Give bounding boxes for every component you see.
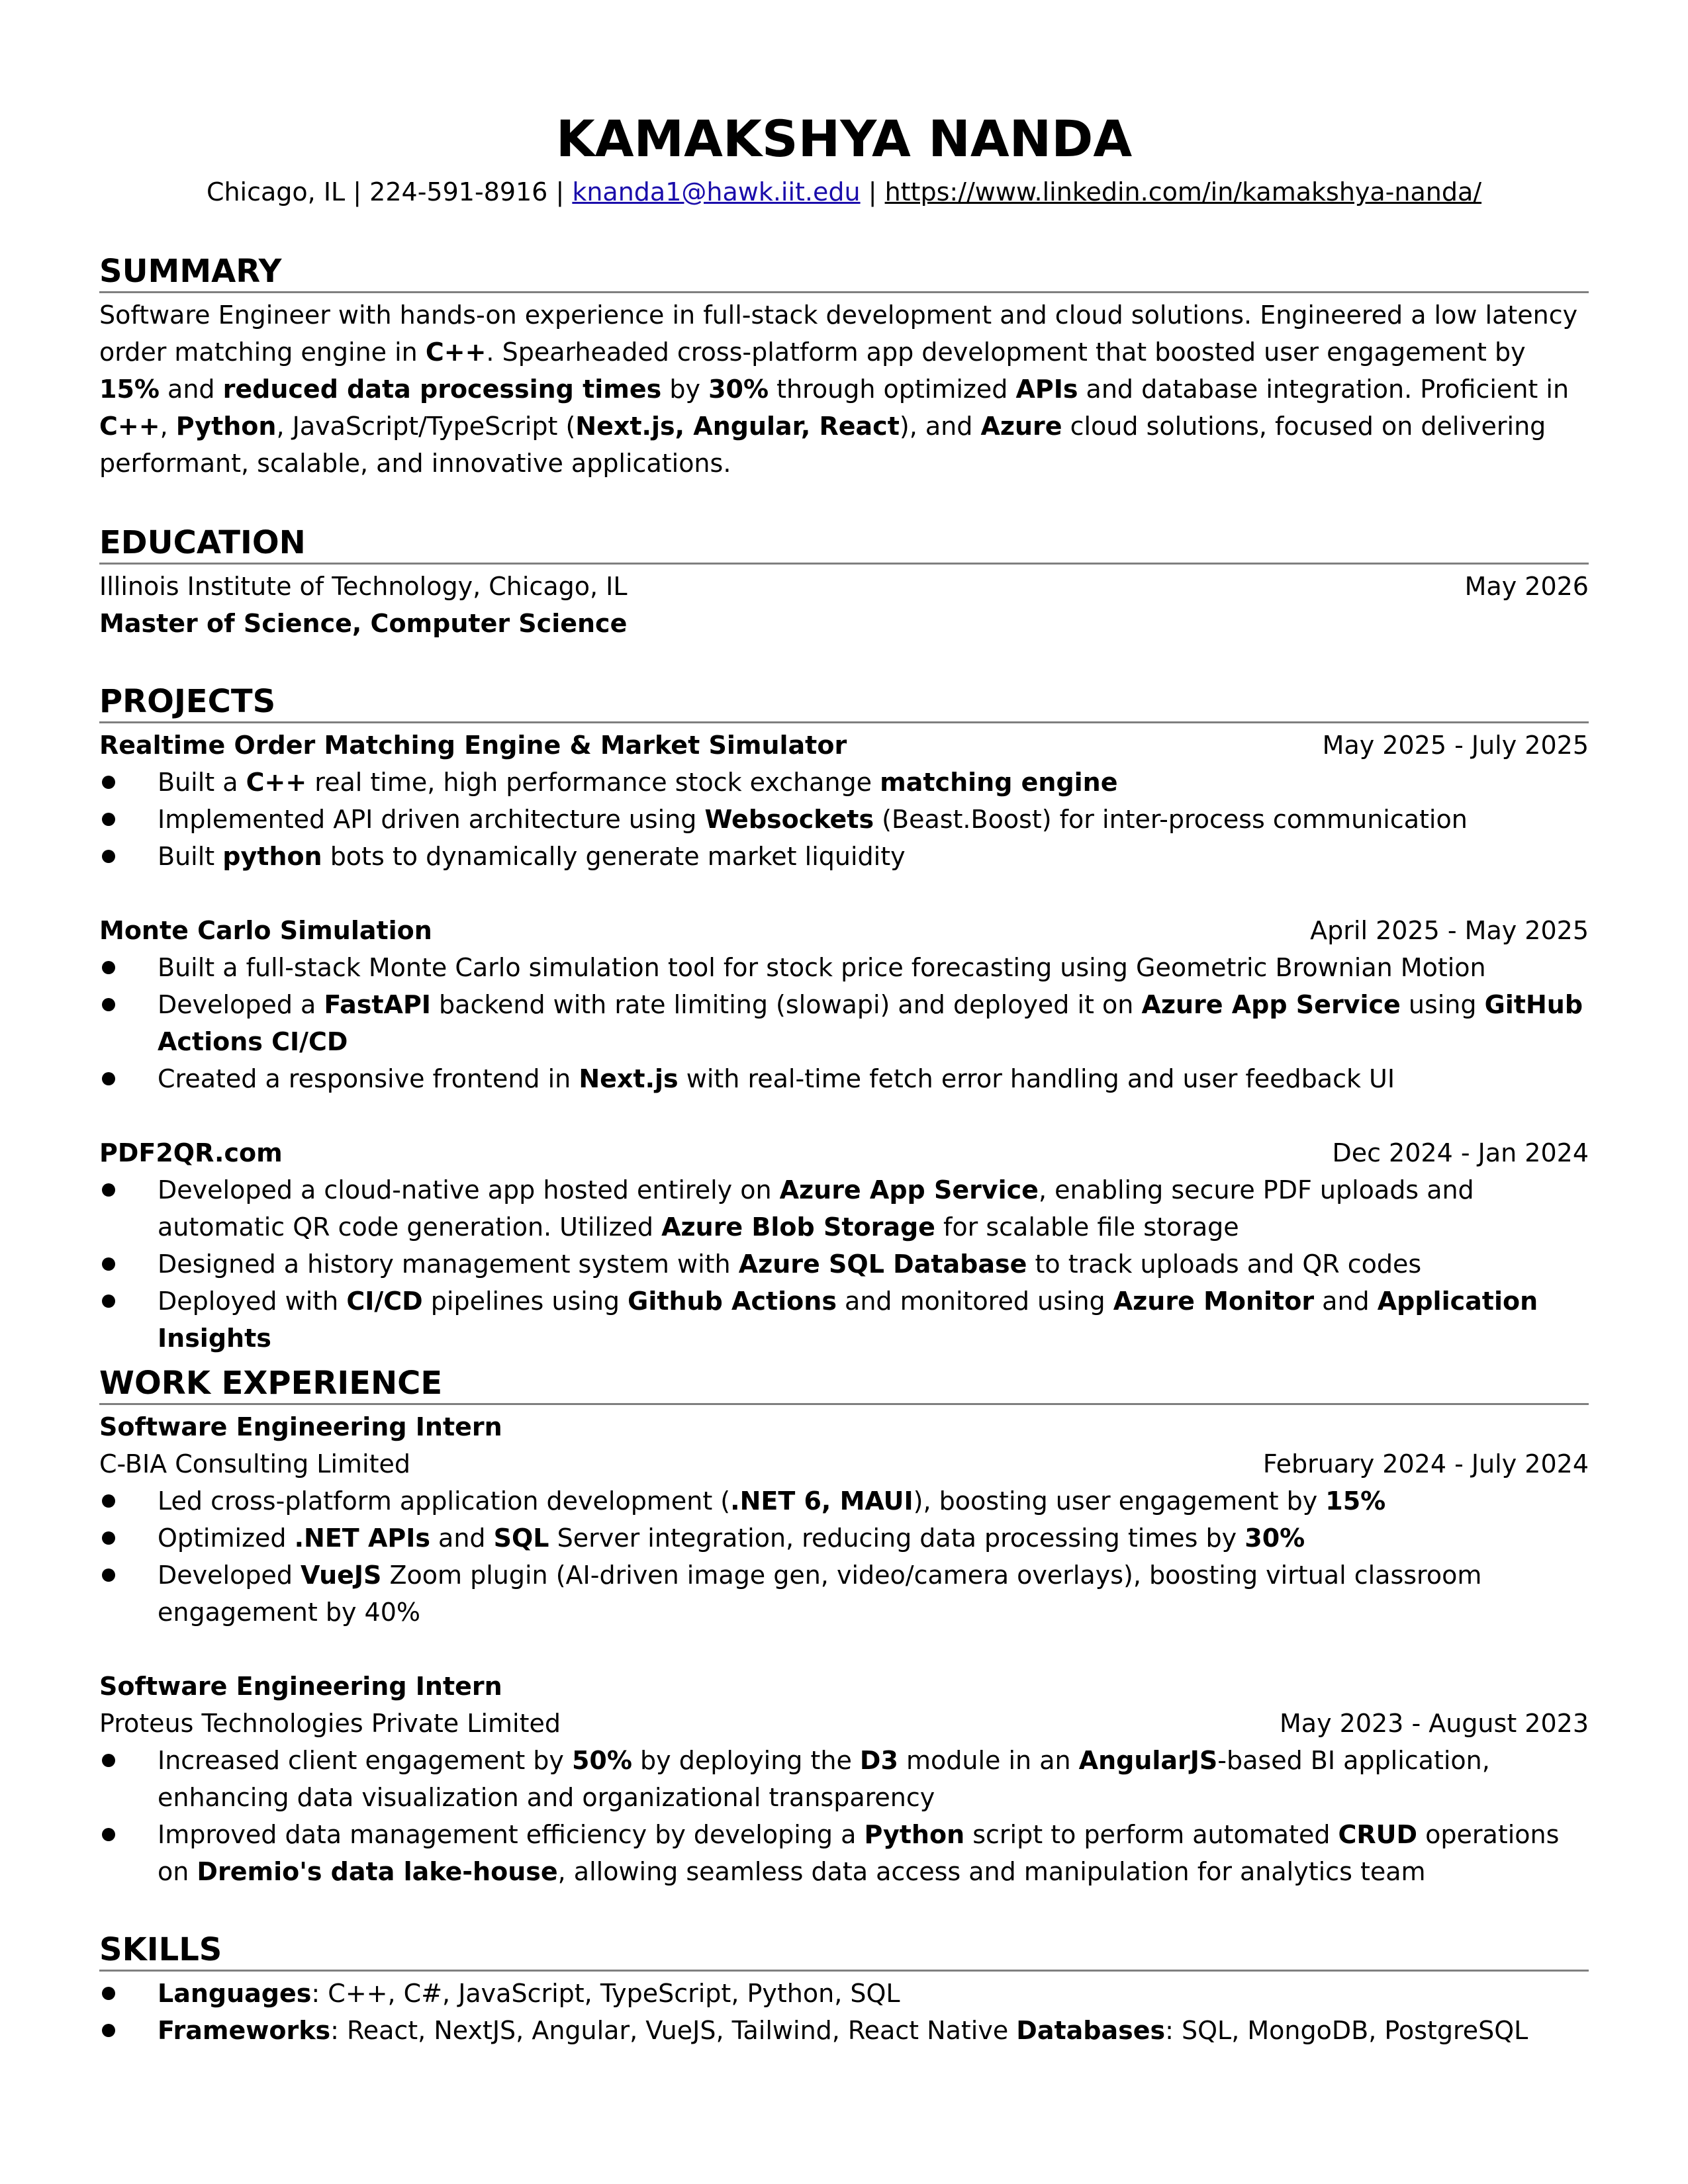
text-run: : C++, C#, JavaScript, TypeScript, Python, SQL bbox=[311, 1979, 900, 2008]
bold-text: Python bbox=[175, 412, 277, 441]
project-bullets bbox=[99, 1171, 1589, 1357]
text-run: -based BI application, enhancing data visualization and organizational transparency bbox=[158, 1746, 1490, 1812]
text-run: cloud solutions, focused on delivering performant, scalable, and innovative applications. bbox=[99, 412, 1546, 478]
text-run: with real-time fetch error handling and user feedback UI bbox=[678, 1064, 1395, 1093]
job-role: Software Engineering Intern bbox=[99, 1672, 502, 1701]
graduation-date: May 2026 bbox=[1464, 572, 1589, 601]
project-row bbox=[99, 912, 1589, 949]
job-bullets bbox=[99, 1742, 1589, 1890]
bold-text: D3 bbox=[859, 1746, 898, 1775]
bold-text: .NET 6, MAUI bbox=[730, 1486, 914, 1516]
school: Illinois Institute of Technology, Chicago, IL bbox=[99, 572, 628, 601]
bullet-item bbox=[99, 1557, 1589, 1631]
email-link[interactable]: knanda1@hawk.iit.edu bbox=[572, 177, 861, 206]
phone: 224-591-8916 bbox=[369, 177, 548, 206]
bold-text: Application Insights bbox=[158, 1287, 1538, 1353]
bold-text: VueJS bbox=[301, 1561, 382, 1590]
bullet-item bbox=[99, 1171, 1589, 1246]
text-run: bots to dynamically generate market liquidity bbox=[322, 842, 906, 871]
skills-bullets bbox=[99, 1975, 1589, 2049]
bold-text: Github Actions bbox=[628, 1287, 837, 1316]
text-run: Software Engineer with hands-on experience in full-stack development and cloud solutions. Engineered a low latency order matching engine in bbox=[99, 300, 1578, 367]
text-run: and monitored using bbox=[836, 1287, 1113, 1316]
text-run: Developed a cloud-native app hosted entirely on bbox=[158, 1175, 780, 1205]
skills-heading: SKILLS bbox=[99, 1930, 1589, 1972]
bold-text: GitHub Actions CI/CD bbox=[158, 990, 1583, 1056]
job-bullets bbox=[99, 1482, 1589, 1631]
bold-text: Dremio's data lake-house bbox=[197, 1857, 558, 1886]
bullet-item bbox=[99, 1482, 1589, 1520]
projects-heading: PROJECTS bbox=[99, 682, 1589, 723]
bold-text: Azure bbox=[980, 412, 1062, 441]
bullet-icon bbox=[102, 1569, 115, 1582]
bold-text: SQL bbox=[493, 1524, 549, 1553]
education-row bbox=[99, 568, 1589, 605]
project-name: Realtime Order Matching Engine & Market Simulator bbox=[99, 731, 847, 760]
project-bullets bbox=[99, 949, 1589, 1097]
bold-text: Azure Monitor bbox=[1113, 1287, 1315, 1316]
bold-text: FastAPI bbox=[324, 990, 431, 1019]
bold-text: CRUD bbox=[1338, 1820, 1418, 1849]
text-run: (Beast.Boost) for inter-process communication bbox=[874, 805, 1468, 834]
bullet-icon bbox=[102, 1257, 115, 1271]
bold-text: Azure App Service bbox=[779, 1175, 1039, 1205]
bullet-icon bbox=[102, 1828, 115, 1841]
text-run: through optimized bbox=[769, 375, 1016, 404]
text-run: Designed a history management system with bbox=[158, 1250, 739, 1279]
bullet-icon bbox=[102, 998, 115, 1011]
text-run: Increased client engagement by bbox=[158, 1746, 572, 1775]
bold-text: Next.js, Angular, React bbox=[575, 412, 900, 441]
text-run: pipelines using bbox=[422, 1287, 628, 1316]
text-run: Implemented API driven architecture using bbox=[158, 805, 705, 834]
bullet-item bbox=[99, 838, 1589, 875]
bullet-icon bbox=[102, 850, 115, 863]
project-date: April 2025 - May 2025 bbox=[1310, 916, 1589, 945]
bold-text: Databases bbox=[1016, 2016, 1166, 2045]
bullet-item bbox=[99, 764, 1589, 801]
bullet-icon bbox=[102, 1987, 115, 2000]
bullet-item bbox=[99, 1816, 1589, 1890]
bullet-item bbox=[99, 801, 1589, 838]
candidate-name: KAMAKSHYA NANDA bbox=[555, 109, 1133, 168]
text-run: , enabling secure PDF uploads and automatic QR code generation. Utilized bbox=[158, 1175, 1474, 1242]
degree: Master of Science, Computer Science bbox=[99, 609, 628, 638]
company: C-BIA Consulting Limited bbox=[99, 1449, 410, 1479]
text-run: Developed bbox=[158, 1561, 301, 1590]
text-run: for scalable file storage bbox=[935, 1212, 1239, 1242]
text-run: real time, high performance stock exchange bbox=[306, 768, 880, 797]
text-run: using bbox=[1400, 990, 1485, 1019]
bullet-icon bbox=[102, 776, 115, 789]
resume-page bbox=[99, 0, 1589, 2184]
project-row bbox=[99, 727, 1589, 764]
text-run: script to perform automated bbox=[964, 1820, 1338, 1849]
bullet-icon bbox=[102, 813, 115, 826]
separator: | bbox=[345, 177, 370, 206]
text-run: by bbox=[661, 375, 709, 404]
text-run: Created a responsive frontend in bbox=[158, 1064, 579, 1093]
bullet-item bbox=[99, 1975, 1589, 2012]
bullet-icon bbox=[102, 2024, 115, 2037]
text-run: ), and bbox=[899, 412, 981, 441]
text-run: , JavaScript/TypeScript ( bbox=[276, 412, 576, 441]
bold-text: Azure App Service bbox=[1141, 990, 1401, 1019]
text-run: Led cross-platform application development ( bbox=[158, 1486, 731, 1516]
bold-text: Azure Blob Storage bbox=[661, 1212, 935, 1242]
text-run: Deployed with bbox=[158, 1287, 347, 1316]
bullet-item bbox=[99, 2012, 1589, 2049]
text-run: module in an bbox=[898, 1746, 1079, 1775]
separator: | bbox=[860, 177, 885, 206]
bullet-item bbox=[99, 986, 1589, 1060]
bullet-item bbox=[99, 1060, 1589, 1097]
company: Proteus Technologies Private Limited bbox=[99, 1709, 561, 1738]
separator: | bbox=[547, 177, 573, 206]
contact-line bbox=[99, 173, 1589, 210]
text-run: by deploying the bbox=[632, 1746, 860, 1775]
bold-text: Websockets bbox=[704, 805, 874, 834]
text-run: Zoom plugin (AI-driven image gen, video/camera overlays), boosting virtual classroom engagement by 40% bbox=[158, 1561, 1482, 1627]
text-run: and bbox=[1314, 1287, 1378, 1316]
bullet-item bbox=[99, 949, 1589, 986]
text-run: Built a full-stack Monte Carlo simulation tool for stock price forecasting using Geometric Brownian Motion bbox=[158, 953, 1486, 982]
text-run: and bbox=[159, 375, 223, 404]
bold-text: Languages bbox=[158, 1979, 312, 2008]
bullet-item bbox=[99, 1742, 1589, 1816]
bold-text: matching engine bbox=[880, 768, 1118, 797]
bold-text: .NET APIs bbox=[294, 1524, 430, 1553]
text-run: ), boosting user engagement by bbox=[913, 1486, 1326, 1516]
project-date: Dec 2024 - Jan 2024 bbox=[1332, 1138, 1589, 1167]
bullet-item bbox=[99, 1246, 1589, 1283]
bullet-icon bbox=[102, 1494, 115, 1508]
text-run: : React, NextJS, Angular, VueJS, Tailwind, React Native bbox=[330, 2016, 1017, 2045]
text-run: and database integration. Proficient in bbox=[1078, 375, 1570, 404]
text-run: Built a bbox=[158, 768, 246, 797]
education-heading: EDUCATION bbox=[99, 523, 1589, 565]
bullet-icon bbox=[102, 1072, 115, 1085]
text-run: and bbox=[430, 1524, 494, 1553]
text-run: operations on bbox=[158, 1820, 1560, 1886]
bold-text: C++ bbox=[99, 412, 160, 441]
text-run: , bbox=[160, 412, 176, 441]
bullet-icon bbox=[102, 961, 115, 974]
summary-heading: SUMMARY bbox=[99, 251, 1589, 293]
text-run: Built bbox=[158, 842, 223, 871]
bullet-icon bbox=[102, 1754, 115, 1767]
bold-text: Frameworks bbox=[158, 2016, 331, 2045]
summary-text bbox=[99, 296, 1589, 482]
bullet-icon bbox=[102, 1531, 115, 1545]
bold-text: CI/CD bbox=[346, 1287, 423, 1316]
job-row bbox=[99, 1705, 1589, 1742]
text-run: to track uploads and QR codes bbox=[1027, 1250, 1422, 1279]
bold-text: 50% bbox=[571, 1746, 632, 1775]
bold-text: python bbox=[222, 842, 322, 871]
text-run: Optimized bbox=[158, 1524, 295, 1553]
text-run: . Spearheaded cross-platform app development that boosted user engagement by bbox=[486, 338, 1526, 367]
project-name: PDF2QR.com bbox=[99, 1138, 283, 1167]
job-date: February 2024 - July 2024 bbox=[1262, 1449, 1589, 1479]
bold-text: C++ bbox=[425, 338, 487, 367]
project-date: May 2025 - July 2025 bbox=[1322, 731, 1589, 760]
bold-text: 15% bbox=[99, 375, 160, 404]
bullet-item bbox=[99, 1283, 1589, 1357]
project-name: Monte Carlo Simulation bbox=[99, 916, 432, 945]
job-role: Software Engineering Intern bbox=[99, 1412, 502, 1441]
job-row bbox=[99, 1445, 1589, 1482]
bold-text: Next.js bbox=[579, 1064, 679, 1093]
text-run: Server integration, reducing data processing times by bbox=[549, 1524, 1245, 1553]
text-run: , allowing seamless data access and manipulation for analytics team bbox=[557, 1857, 1426, 1886]
work-heading: WORK EXPERIENCE bbox=[99, 1363, 1589, 1405]
bold-text: APIs bbox=[1015, 375, 1078, 404]
bold-text: Azure SQL Database bbox=[738, 1250, 1027, 1279]
bold-text: Python bbox=[864, 1820, 965, 1849]
bullet-icon bbox=[102, 1183, 115, 1197]
project-bullets bbox=[99, 764, 1589, 875]
project-row bbox=[99, 1134, 1589, 1171]
bullet-item bbox=[99, 1520, 1589, 1557]
text-run: Improved data management efficiency by developing a bbox=[158, 1820, 865, 1849]
bold-text: AngularJS bbox=[1078, 1746, 1218, 1775]
bold-text: 30% bbox=[708, 375, 769, 404]
linkedin-link[interactable]: https://www.linkedin.com/in/kamakshya-nanda/ bbox=[884, 177, 1482, 206]
text-run: Developed a bbox=[158, 990, 324, 1019]
text-run: backend with rate limiting (slowapi) and deployed it on bbox=[430, 990, 1142, 1019]
bold-text: C++ bbox=[246, 768, 307, 797]
bold-text: 15% bbox=[1325, 1486, 1386, 1516]
text-run: : SQL, MongoDB, PostgreSQL bbox=[1165, 2016, 1528, 2045]
bullet-icon bbox=[102, 1295, 115, 1308]
location: Chicago, IL bbox=[206, 177, 346, 206]
bold-text: 30% bbox=[1244, 1524, 1305, 1553]
job-date: May 2023 - August 2023 bbox=[1280, 1709, 1589, 1738]
bold-text: reduced data processing times bbox=[222, 375, 662, 404]
